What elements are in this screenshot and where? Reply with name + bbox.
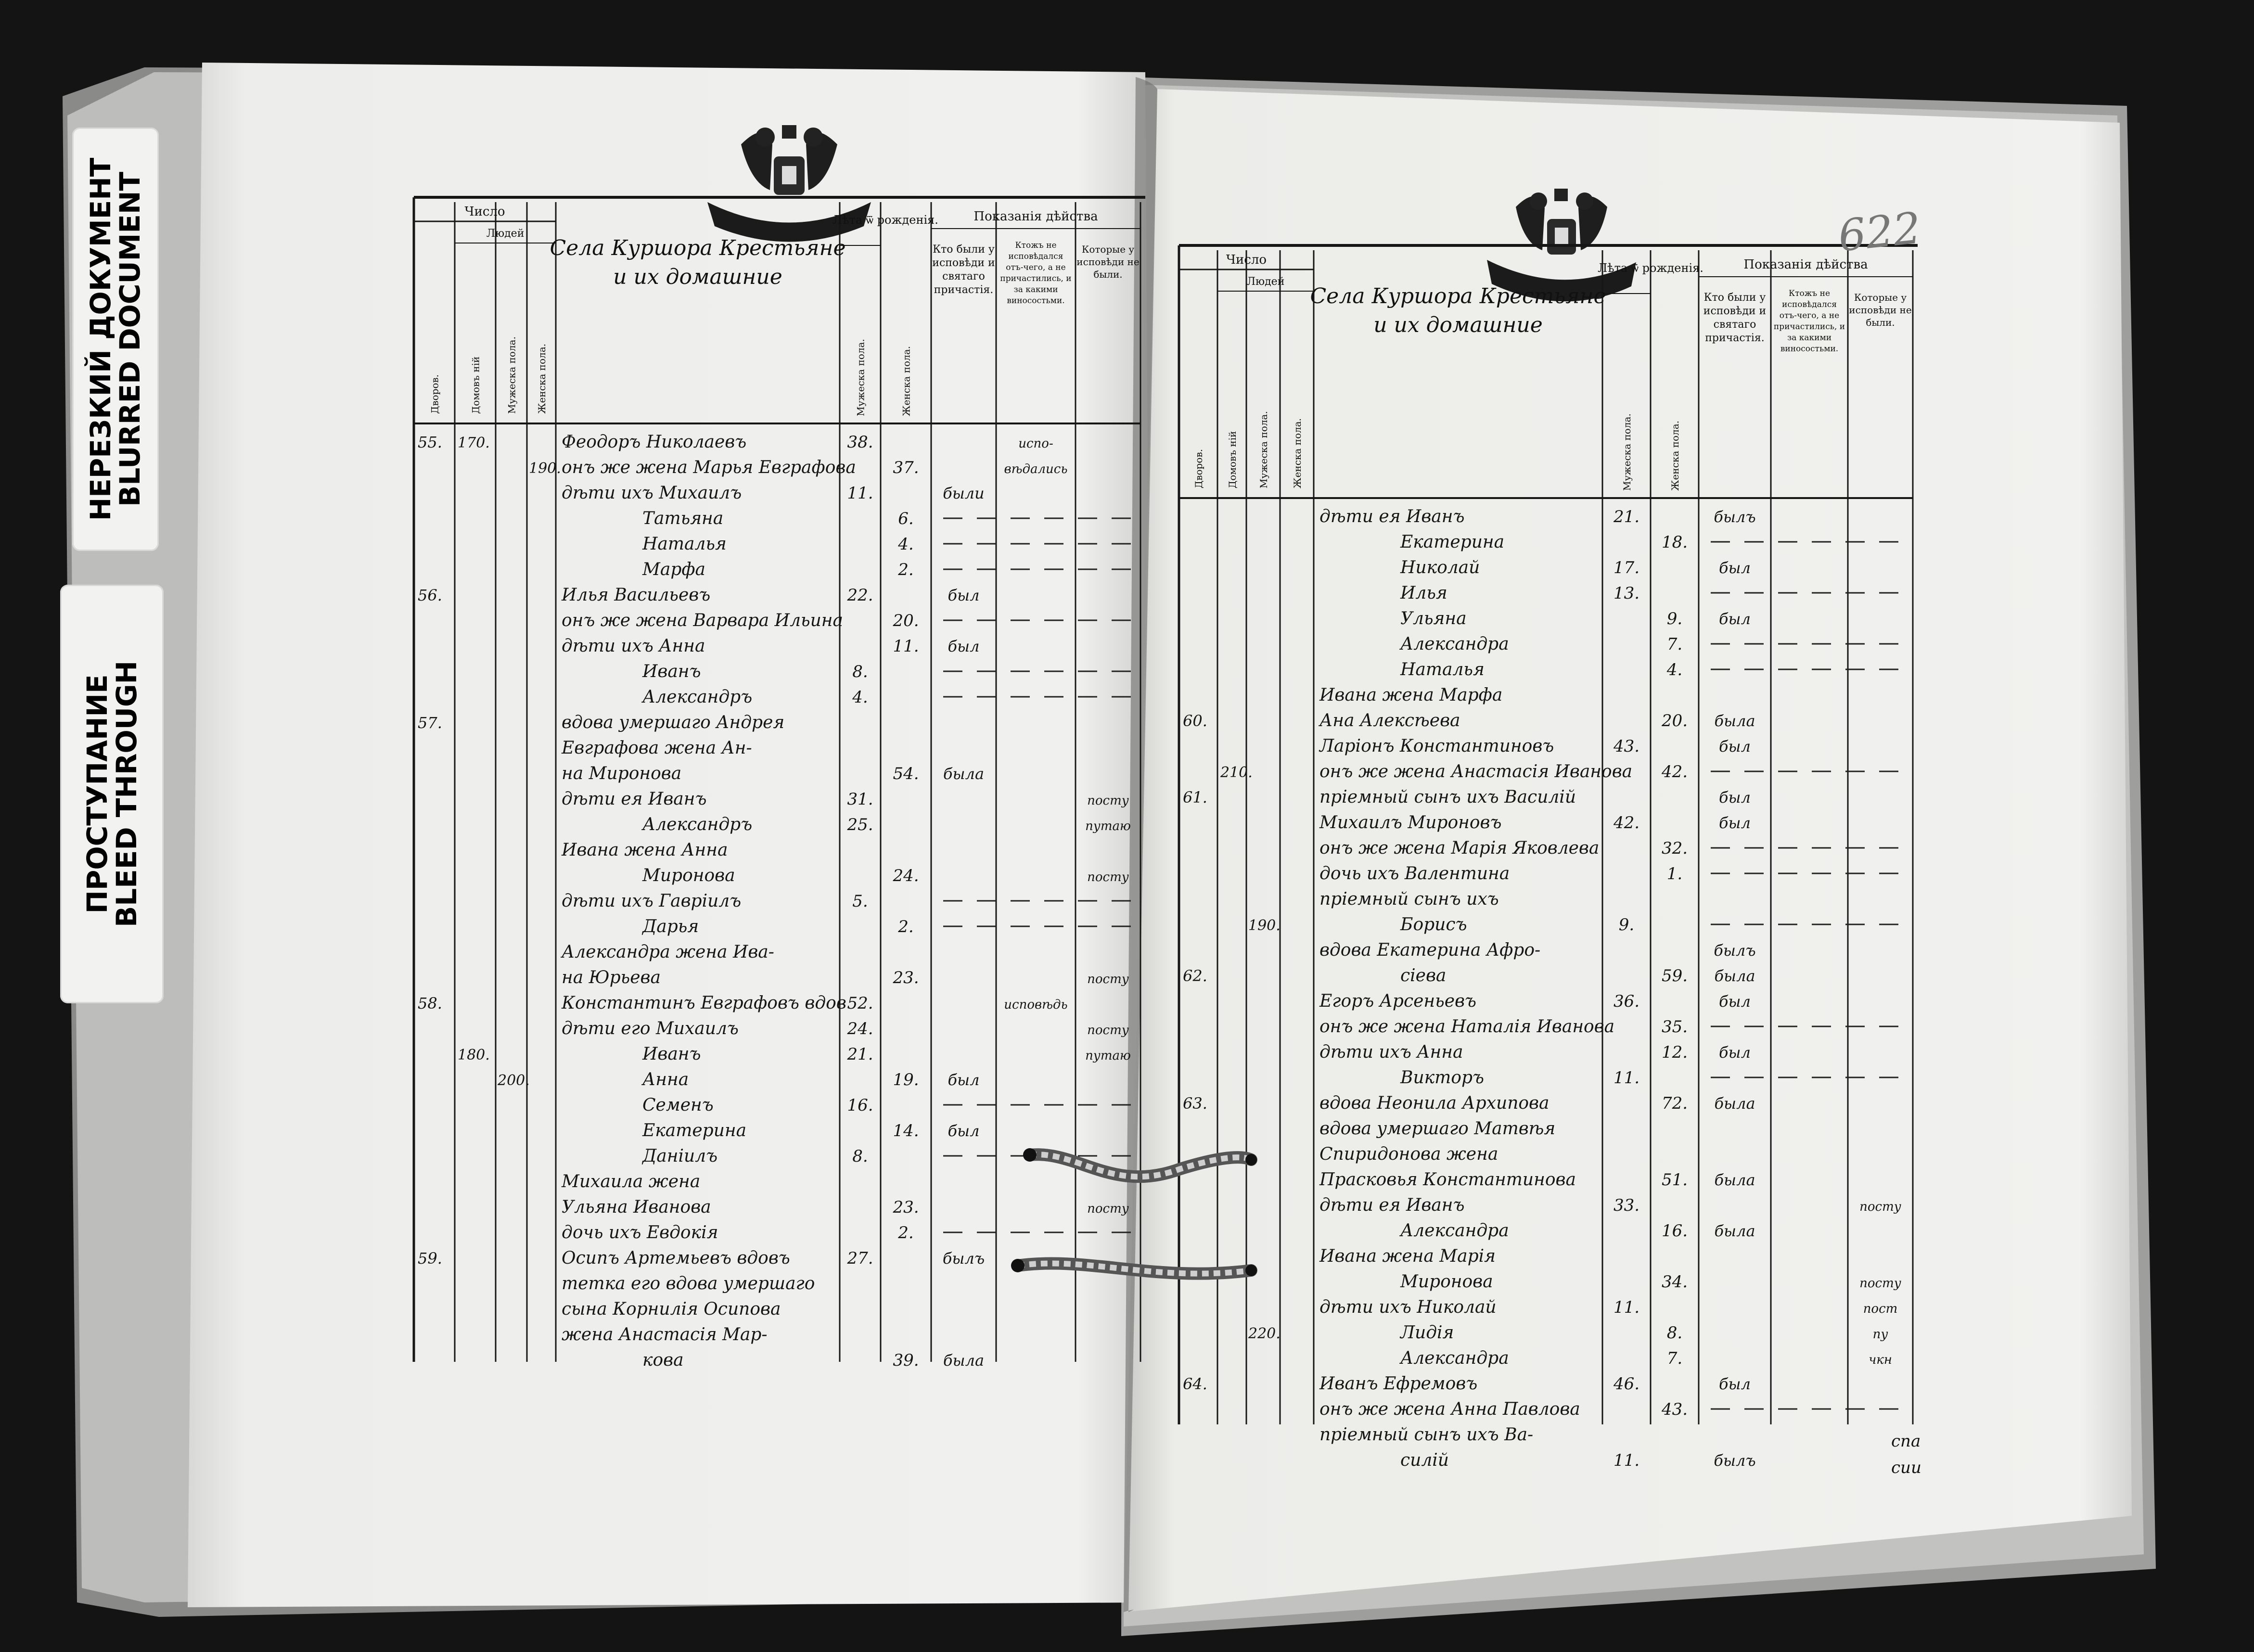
age-male: 36. [1613,992,1640,1011]
register-row [562,1325,768,1345]
household-number: 59. [418,1249,442,1268]
age-female: 35. [1661,1017,1688,1037]
register-heading-line1: Села Куршора Крестьяне [550,236,846,260]
person-name: дѣти его Михаилъ [562,1019,739,1038]
confession-status: был [1719,610,1751,628]
register-row [1319,685,1502,705]
register-row [561,840,728,860]
person-name: Евграфова жена Ан- [562,738,752,758]
person-name: дѣти ихъ Анна [1319,1042,1463,1062]
absence-note: чкн [1869,1353,1892,1367]
household-number: 56. [418,586,442,604]
person-name: Феодоръ Николаевъ [562,432,747,452]
age-female: 1. [1666,864,1683,884]
person-name: Ульяна [1400,609,1467,628]
margin-note-2: сии [1891,1458,1921,1477]
person-name: Миронова [1400,1272,1493,1292]
person-name: Константинъ Евграфовъ вдов [562,993,846,1013]
confession-status: был [1719,788,1751,807]
col-byli-header: святаго [1713,319,1756,331]
absence-note: посту [1087,870,1129,884]
age-female: 19. [893,1070,919,1089]
person-name: пріемный сынъ ихъ [1319,889,1499,909]
person-name: вдова умершаго Андрея [562,713,785,732]
age-male: 8. [852,1147,868,1166]
age-female: 23. [893,1198,919,1217]
age-male: 4. [852,688,868,707]
household-number: 62. [1183,967,1207,985]
col-pokazaniya-header: Показанія дѣйства [973,209,1098,224]
col-kotorye-header: были. [1866,317,1895,328]
count-female: 190. [529,460,561,477]
col-domov-header: Домовъ ній [470,356,482,414]
register-row [1319,1425,1533,1445]
age-male: 25. [847,815,873,834]
age-female: 20. [1661,711,1688,730]
absence-note: посту [1087,794,1129,808]
person-name: Александръ [642,815,753,834]
age-male: 31. [847,790,873,809]
person-name: Прасковья Константинова [1319,1170,1576,1190]
left-page [188,63,1155,1607]
age-female: 7. [1666,1349,1683,1368]
household-number: 63. [1183,1094,1207,1113]
absence-note: посту [1087,1023,1129,1037]
age-female: 43. [1661,1400,1688,1419]
col-age-male-header: Мужеска пола. [855,339,867,416]
bleed-label-ru: ПРОСТУПАНИЕ [80,674,114,914]
person-name: онъ же жена Анастасія Иванова [1319,762,1633,781]
person-name: Михаилъ Мироновъ [1319,813,1502,832]
household-number: 58. [418,994,442,1012]
age-female: 2. [898,917,914,936]
col-neispov-header: исповѣдался [1782,300,1837,309]
reason-note: вѣдались [1004,462,1068,476]
register-heading-line2: и их домашние [613,265,782,289]
person-name: Семенъ [642,1095,714,1115]
age-female: 4. [1666,660,1683,679]
col-age-female-header: Женска пола. [900,346,912,416]
age-male: 27. [847,1249,873,1268]
confession-status: была [1714,1171,1755,1189]
person-name: Иванъ Ефремовъ [1319,1374,1478,1394]
col-age-male-header: Мужеска пола. [1621,413,1633,491]
confession-status: была [943,765,985,783]
person-name: Борисъ [1400,915,1467,935]
person-name: дѣти ихъ Анна [562,636,705,656]
col-neispov-header: исповѣдался [1008,252,1063,261]
confession-status: был [948,1071,980,1089]
absence-note: пу [1872,1327,1888,1342]
age-male: 46. [1613,1374,1640,1394]
reason-note: испо- [1018,436,1053,451]
person-name: Наталья [642,534,727,554]
count-male-2: 220. [1248,1325,1281,1342]
person-name: на Юрьева [562,968,661,987]
col-kotorye-header: Которые у [1854,292,1907,303]
col-leta-header: Лѣта ѿ рожденія. [832,213,938,227]
bleed-through-label [60,585,164,1003]
register-row [562,1274,815,1293]
count-male: 180. [458,1047,490,1063]
confession-status: был [1719,814,1751,832]
age-female: 54. [893,764,919,783]
col-dvorov-header: Дворов. [429,374,441,414]
col-neispov-header: за какими [1013,285,1058,295]
age-male: 24. [847,1019,873,1038]
margin-note-1: спа [1891,1432,1921,1451]
col-neispov-header: причастились, и [1773,322,1845,332]
confession-status: был [948,637,980,655]
person-name: Миронова [642,866,735,885]
register-row [560,942,774,962]
age-male: 52. [847,994,873,1013]
col-byli-header: святаго [942,270,985,282]
person-name: онъ же жена Варвара Ильина [562,611,843,630]
person-name: Ивана жена Анна [562,840,728,860]
age-male: 9. [1618,915,1635,935]
person-name: дочь ихъ Евдокія [562,1223,718,1242]
age-female: 24. [893,866,919,885]
person-name: кова [642,1350,684,1370]
age-male: 21. [847,1045,873,1064]
age-male: 11. [1613,1068,1640,1088]
col-dvorov-header: Дворов. [1193,448,1204,488]
blurred-label-ru: НЕРЕЗКИЙ ДОКУМЕНТ [84,157,117,521]
person-name: Александра [1400,1348,1509,1368]
col-zhen-header: Женска пола. [536,344,548,414]
col-kotorye-header: были. [1093,269,1123,280]
age-male: 11. [1613,1298,1640,1317]
col-kotorye-header: Которые у [1081,243,1135,255]
person-name: Александра [1400,634,1509,654]
col-byli-header: исповѣди и [1703,305,1767,317]
household-number: 64. [1183,1375,1207,1393]
age-male: 16. [847,1096,873,1115]
col-neispov-header: виносостьми. [1007,296,1065,306]
blurred-document-label [72,128,159,551]
age-female: 16. [1661,1221,1688,1241]
confession-status: былъ [1714,1451,1756,1470]
person-name: Александръ [642,687,753,707]
col-leta-header: Лѣта ѿ рожденія. [1598,261,1703,275]
person-name: пріемный сынъ ихъ Ва- [1319,1425,1534,1445]
person-name: Александра [1400,1221,1509,1241]
col-neispov-header: виносостьми. [1780,344,1839,354]
page-number: 622 [1835,203,1923,262]
col-kotorye-header: исповѣди не [1076,256,1140,268]
absence-note: посту [1087,1202,1129,1216]
person-name: Ивана жена Марія [1319,1246,1496,1266]
age-male: 11. [847,484,873,503]
confession-status: былъ [1714,941,1756,960]
age-female: 8. [1666,1323,1683,1343]
col-neispov-header: Ктожъ не [1015,241,1057,250]
col-byli-header: Кто были у [1703,292,1766,304]
person-name: Ивана жена Марфа [1319,685,1503,705]
person-name: онъ же жена Марья Евграфова [562,458,856,477]
person-name: дѣти ихъ Михаилъ [562,483,742,503]
blurred-label-en: BLURRED DOCUMENT [114,171,146,507]
person-name: Илья Васильевъ [562,585,711,605]
person-name: пріемный сынъ ихъ Василій [1319,787,1576,807]
count-male: 170. [458,435,490,451]
absence-note: путаю [1085,819,1131,833]
person-name: тетка его вдова умершаго [562,1274,815,1293]
age-female: 14. [893,1121,919,1140]
col-neispov-header: за какими [1787,333,1832,343]
col-chislo-header: Число [464,205,505,219]
person-name: Ларіонъ Константиновъ [1319,736,1554,756]
col-byli-header: причастія. [1705,332,1765,344]
person-name: Татьяна [642,509,724,528]
confession-status: были [943,484,985,502]
age-male: 13. [1613,584,1640,603]
person-name: дѣти ихъ Николай [1319,1297,1497,1317]
household-number: 55. [418,433,442,451]
person-name: Иванъ [642,662,701,681]
age-female: 11. [893,637,919,656]
col-byli-header: причастія. [934,284,994,296]
col-muzh-header: Мужеска пола. [506,336,518,414]
person-name: вдова Екатерина Афро- [1319,940,1541,960]
col-neispov-header: Ктожъ не [1788,289,1831,298]
register-heading-line2: и их домашние [1373,313,1543,337]
person-name: жена Анастасія Мар- [562,1325,768,1345]
register-row [1319,1246,1496,1266]
col-zhen-header: Женска пола. [1292,418,1303,488]
person-name: на Миронова [562,764,682,783]
person-name: Лидія [1400,1323,1454,1343]
col-neispov-header: причастились, и [1000,274,1072,283]
person-name: Михаила жена [562,1172,701,1191]
confession-status: была [1714,1222,1755,1240]
confession-status: былъ [942,1249,985,1268]
person-name: Дарья [642,917,699,936]
age-male: 8. [852,662,868,681]
person-name: Даніилъ [642,1146,718,1166]
absence-note: пост [1863,1302,1898,1316]
person-name: дѣти ея Иванъ [1319,507,1465,526]
confession-status: был [948,586,980,604]
count-male: 210. [1220,764,1253,781]
register-row [561,1172,700,1191]
absence-note: путаю [1085,1049,1131,1063]
age-female: 42. [1661,762,1688,781]
col-chislo-header: Число [1226,253,1267,267]
person-name: онъ же жена Наталія Иванова [1319,1017,1615,1037]
person-name: Екатерина [642,1121,747,1140]
person-name: вдова Неонила Архипова [1319,1093,1550,1113]
absence-note: посту [1859,1200,1901,1214]
person-name: сіева [1400,966,1447,986]
age-female: 51. [1661,1170,1688,1190]
col-muzh-header: Мужеска пола. [1258,411,1269,488]
confession-status: была [1714,967,1755,985]
age-female: 2. [898,560,914,579]
count-male-2: 200. [498,1072,530,1089]
person-name: Наталья [1400,660,1485,679]
person-name: силій [1400,1450,1449,1470]
person-name: сына Корнилія Осипова [562,1299,781,1319]
register-row [561,738,752,758]
person-name: Егоръ Арсеньевъ [1319,991,1476,1011]
age-female: 59. [1661,966,1688,986]
person-name: Викторъ [1400,1068,1484,1088]
age-female: 34. [1661,1272,1688,1292]
col-lyudey-header: Людей [1246,276,1285,288]
age-female: 7. [1666,635,1683,654]
absence-note: посту [1859,1276,1901,1291]
age-male: 21. [1613,507,1640,526]
register-heading-line1: Села Куршора Крестьяне [1310,284,1606,308]
household-number: 61. [1183,788,1207,807]
age-female: 72. [1661,1094,1688,1113]
confession-status: былъ [1714,508,1756,526]
person-name: Марфа [642,560,706,579]
age-female: 39. [893,1351,919,1370]
reason-note: исповѣдь [1004,998,1068,1012]
person-name: Илья [1400,583,1447,603]
person-name: Ульяна Иванова [562,1197,711,1217]
age-male: 5. [852,892,868,911]
person-name: онъ же жена Анна Павлова [1319,1399,1580,1419]
person-name: дѣти ихъ Гавріилъ [562,891,742,911]
household-number: 57. [418,714,442,732]
person-name: дочь ихъ Валентина [1319,864,1510,884]
person-name: дѣти ея Иванъ [1319,1195,1465,1215]
person-name: Николай [1400,558,1480,577]
col-neispov-header: отъ-чего, а не [1006,263,1066,272]
confession-status: был [1719,737,1751,756]
age-female: 4. [898,535,914,554]
absence-note: посту [1087,972,1129,986]
age-female: 18. [1661,533,1688,552]
person-name: дѣти ея Иванъ [562,789,707,809]
age-male: 43. [1613,737,1640,756]
confession-status: была [1714,1094,1755,1113]
col-neispov-header: отъ-чего, а не [1779,311,1840,320]
register-row [1319,1119,1555,1139]
person-name: Анна [642,1070,689,1089]
age-female: 23. [893,968,919,987]
col-domov-header: Домовъ ній [1227,431,1238,488]
col-lyudey-header: Людей [486,228,525,240]
person-name: вдова умершаго Матвѣя [1319,1119,1556,1139]
age-female: 9. [1666,609,1683,628]
age-female: 6. [898,509,914,528]
person-name: Екатерина [1400,532,1505,552]
register-row [1319,1144,1498,1164]
col-pokazaniya-header: Показанія дѣйства [1743,257,1868,272]
person-name: Спиридонова жена [1319,1144,1498,1164]
age-male: 17. [1613,558,1640,577]
age-male: 11. [1613,1451,1640,1470]
age-female: 32. [1661,839,1688,858]
person-name: Иванъ [642,1044,701,1064]
age-female: 37. [893,458,919,477]
person-name: онъ же жена Марія Яковлева [1319,838,1600,858]
confession-status: была [943,1351,985,1370]
col-age-female-header: Женска пола. [1669,421,1681,491]
register-row [1319,889,1499,909]
bleed-label-en: BLEED THROUGH [110,660,143,928]
col-byli-header: Кто были у [933,243,995,256]
person-name: Ана Алексѣева [1319,711,1460,730]
confession-status: была [1714,712,1755,730]
household-number: 60. [1183,712,1207,730]
age-male: 42. [1613,813,1640,832]
register-row [562,1299,781,1319]
person-name: Александра жена Ива- [562,942,774,962]
confession-status: был [1719,1043,1751,1062]
person-name: Осипъ Артемьевъ вдовъ [562,1248,790,1268]
age-female: 12. [1661,1043,1688,1062]
age-male: 22. [847,586,873,605]
col-byli-header: исповѣди и [932,257,995,269]
confession-status: был [1719,1375,1751,1393]
age-male: 38. [847,433,873,452]
count-male-2: 190. [1248,917,1281,934]
age-male: 33. [1613,1196,1640,1215]
age-female: 2. [898,1223,914,1242]
age-female: 20. [893,611,919,630]
confession-status: был [1719,559,1751,577]
col-kotorye-header: исповѣди не [1849,304,1912,316]
confession-status: был [948,1122,980,1140]
confession-status: был [1719,992,1751,1011]
